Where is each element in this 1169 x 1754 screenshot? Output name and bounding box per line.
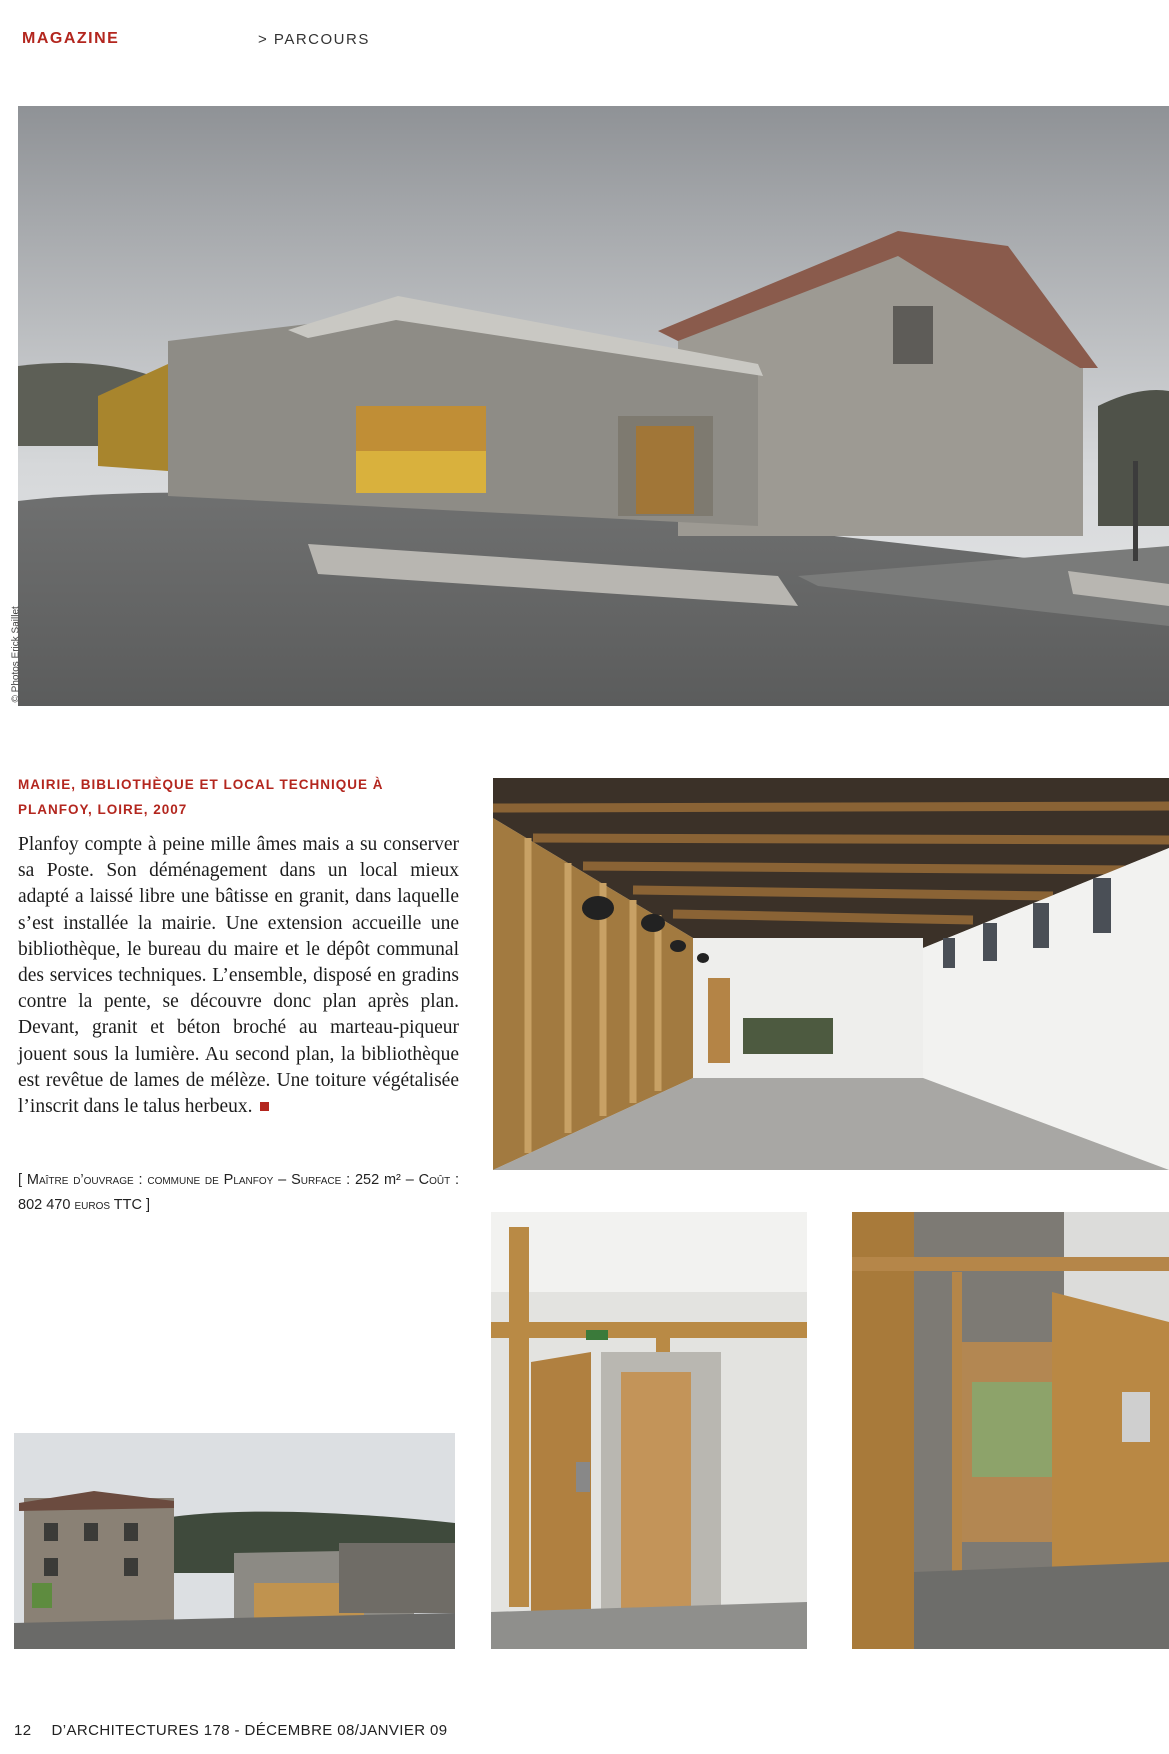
cost-value: 802 470 [18,1197,71,1213]
photo-credit: © Photos Erick Saillet [10,606,22,703]
entry-interior-photo [491,1212,807,1649]
article-body-text: Planfoy compte à peine mille âmes mais a su conserver sa Poste. Son déménagement dans un local mieux adapté a laissé libre une bâtisse en granit, dans laquelle s’est installée la mairie. Une extension accueille une bibliothèque, le bureau du maire et le dépôt communal des services techniques. L’ensemble, disposé en gradins contre la pente, se découvre donc plan après plan. Devant, granit et béton broché au marteau-piqueur jouent sous la lumière. Au second plan, la bibliothèque est revêtue de lames de mélèze. Une toiture végétalisée l’inscrit dans le talus herbeux. [18,834,459,1118]
surface-value: 252 m² [354,1172,401,1188]
door-interior-photo [852,1212,1169,1649]
street-view-photo [14,1433,455,1649]
bracket-close: ] [146,1197,151,1213]
interior-hall-photo [493,778,1169,1170]
project-credits [18,1168,459,1218]
main-exterior-photo [18,106,1169,706]
page-number: 12 [14,1722,32,1739]
publication-info: D’ARCHITECTURES 178 - DÉCEMBRE 08/JANVIER 09 [51,1722,448,1739]
section-label: > PARCOURS [258,31,370,48]
separator: – [278,1172,287,1188]
separator: – [405,1172,414,1188]
article-title: MAIRIE, BIBLIOTHÈQUE ET LOCAL TECHNIQUE À PLANFOY, LOIRE, 2007 [18,777,384,817]
surface-label: Surface : [291,1172,351,1188]
cost-unit: euros TTC [74,1197,142,1213]
cost-label: Coût : [418,1172,460,1188]
page-footer [14,1722,448,1739]
magazine-label: MAGAZINE [22,30,120,47]
client-value: commune de Planfoy [147,1172,274,1188]
end-mark-icon [260,1102,269,1111]
bracket-open: [ [18,1172,23,1188]
client-label: Maître d’ouvrage : [26,1172,143,1188]
article-body [18,832,459,1120]
